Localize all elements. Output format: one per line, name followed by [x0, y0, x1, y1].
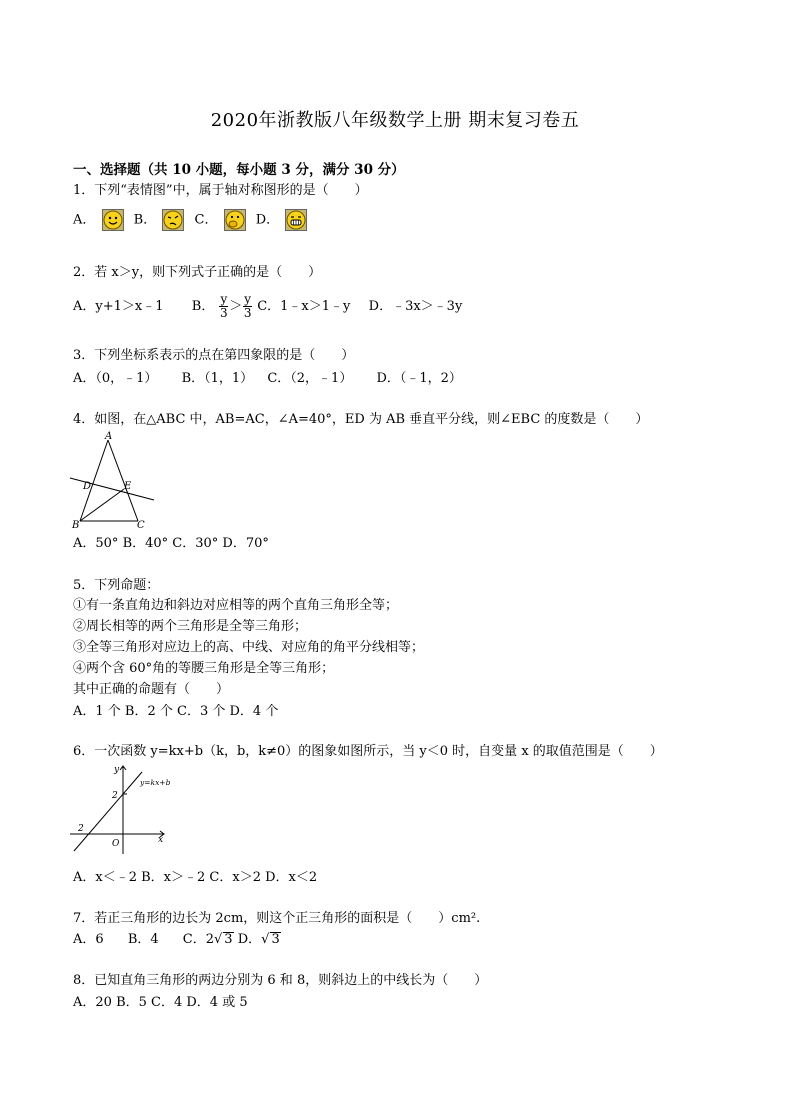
q5-statement-4: ④两个含 60°角的等腰三角形是全等三角形；	[73, 661, 335, 676]
q7-option-c: C．2	[182, 932, 214, 947]
q1-options	[73, 209, 313, 231]
q3-options	[73, 370, 462, 388]
x-axis-label: x	[158, 835, 164, 845]
q3-option-a: A．（0，﹣1）	[73, 371, 158, 386]
y-intercept-label: 2	[112, 791, 118, 801]
q7-sqrt-d: 3	[271, 932, 280, 947]
q7-options	[73, 931, 281, 949]
q3-option-d: D．（﹣1，2）	[376, 371, 462, 386]
q4-options: A．50° B．40° C．30° D．70°	[73, 536, 269, 551]
q3-stem: 3．下列坐标系表示的点在第四象限的是（ ）	[73, 348, 355, 363]
function-line	[74, 772, 142, 851]
q2-fraction-left: $\frac{y}{3}$	[220, 292, 228, 320]
q2-option-a: A．y+1＞x﹣1	[73, 299, 164, 314]
q3-option-c: C．（2，﹣1）	[267, 371, 353, 386]
label-b: B	[72, 520, 80, 530]
q2-fraction-right: $\frac{y}{3}$	[243, 292, 252, 320]
label-d: D	[83, 481, 92, 492]
section-heading: 一、选择题（共 10 小题，每小题 3 分，满分 30 分）	[73, 162, 405, 178]
q2-stem: 2．若 x＞y，则下列式子正确的是（ ）	[73, 265, 322, 280]
q1-option-b-label: B．	[133, 212, 157, 228]
q7-option-d: D．	[237, 932, 262, 947]
q1-option-d-label: D．	[255, 212, 280, 228]
q7-option-b: B．4	[127, 932, 159, 947]
q6-stem: 6．一次函数 y=kx+b（k，b，k≠0）的图象如图所示，当 y＜0 时，自变量 x 的取值范围是（ ）	[73, 744, 663, 759]
q7-stem: 7．若正三角形的边长为 2cm，则这个正三角形的面积是（ ）cm².	[73, 911, 481, 926]
q8-options: A．20 B．5 C．4 D．4 或 5	[73, 995, 248, 1010]
q5-statement-1: ①有一条直角边和斜边对应相等的两个直角三角形全等；	[73, 598, 399, 613]
smiling-face-icon	[102, 209, 124, 231]
q5-statement-2: ②周长相等的两个三角形是全等三角形；	[73, 619, 308, 634]
q2-options	[73, 293, 462, 320]
q5-options: A．1 个 B．2 个 C．3 个 D．4 个	[73, 704, 279, 719]
q7-sqrt-sign-c: √	[214, 932, 223, 947]
q1-stem: 1．下列“表情图”中，属于轴对称图形的是（ ）	[73, 183, 368, 198]
q7-sqrt-c: 3	[224, 932, 233, 947]
q8-stem: 8．已知直角三角形的两边分别为 6 和 8，则斜边上的中线长为（ ）	[73, 973, 488, 988]
label-a: A	[105, 431, 113, 442]
q2-greater-sign: ＞	[229, 299, 243, 314]
function-label: y=kx+b	[140, 778, 171, 787]
linear-function-graph	[68, 762, 180, 856]
thinking-face-icon	[224, 209, 246, 231]
grinning-face-icon	[285, 209, 307, 231]
q7-sqrt-sign-d: √	[261, 932, 270, 947]
q5-question: 其中正确的命题有（ ）	[73, 682, 230, 697]
q2-option-d: D．﹣3x＞﹣3y	[368, 299, 463, 314]
q6-options: A．x＜﹣2 B．x＞﹣2 C．x＞2 D．x＜2	[73, 870, 318, 885]
label-e: E	[124, 481, 132, 492]
q2-option-b-label: B．	[191, 299, 215, 314]
q1-option-c-label: C．	[194, 212, 218, 228]
segment-be	[80, 489, 124, 521]
q5-statement-3: ③全等三角形对应边上的高、中线、对应角的角平分线相等；	[73, 640, 425, 655]
triangle-figure	[68, 430, 160, 530]
q7-option-a: A．6	[73, 932, 104, 947]
page-title: 2020年浙教版八年级数学上册 期末复习卷五	[210, 110, 580, 131]
confused-face-icon	[162, 209, 184, 231]
q5-stem: 5．下列命题：	[73, 578, 160, 593]
label-c: C	[137, 520, 145, 530]
q3-option-b: B．（1，1）	[181, 371, 254, 386]
y-axis-label: y	[114, 765, 120, 775]
q2-option-c: C．1﹣x＞1﹣y	[257, 299, 351, 314]
segment-ac	[108, 440, 138, 521]
q4-stem: 4．如图，在△ABC 中，AB=AC，∠A=40°，ED 为 AB 垂直平分线，则∠EBC 的度数是（ ）	[73, 412, 649, 427]
origin-label: O	[112, 839, 120, 849]
x-intercept-label: 2	[78, 824, 84, 834]
q1-option-a-label: A．	[73, 212, 96, 228]
